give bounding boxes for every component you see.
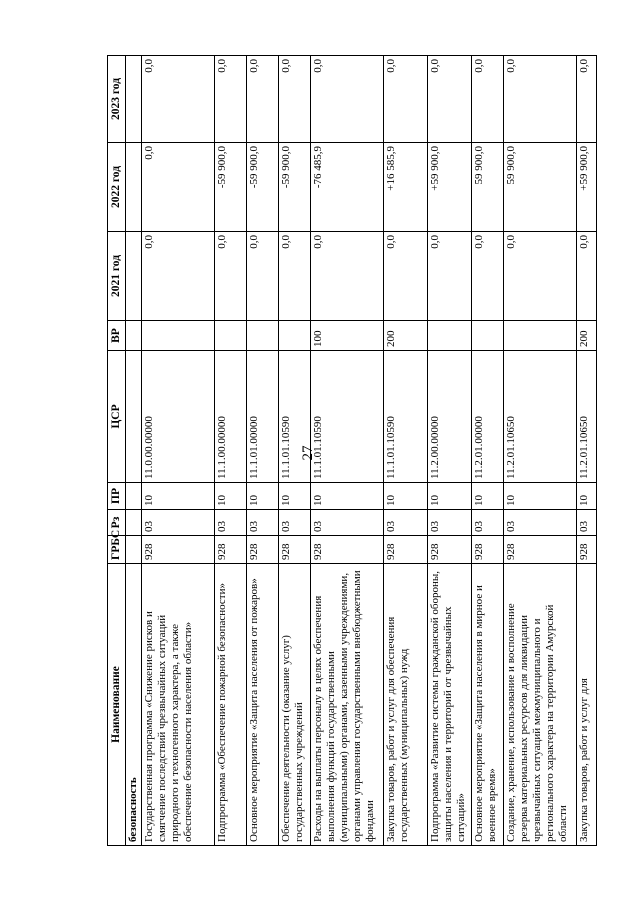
row-2022: +59 900,0 (576, 143, 596, 232)
row-name: Основное мероприятие «Защита населения в мирное и военное время» (471, 564, 503, 846)
budget-table (107, 55, 597, 846)
row-csr: 11.1.00.00000 (214, 351, 246, 483)
column-header: ГРБС (108, 536, 126, 564)
row-rz: 03 (141, 510, 214, 536)
row-grbs: 928 (214, 536, 246, 564)
row-name: Обеспечение деятельности (оказание услуг) государственных учреждений (278, 564, 310, 846)
row-grbs: 928 (278, 536, 310, 564)
column-header: 2023 год (108, 56, 126, 143)
row-pr: 10 (383, 483, 427, 510)
row-2022: -59 900,0 (278, 143, 310, 232)
row-2023: 0,0 (310, 56, 383, 143)
row-csr: 11.1.01.10590 (383, 351, 427, 483)
column-header: 2022 год (108, 143, 126, 232)
row-grbs: 928 (383, 536, 427, 564)
row-2023: 0,0 (427, 56, 471, 143)
row-2023: 0,0 (278, 56, 310, 143)
table-cell (126, 232, 142, 321)
row-grbs: 928 (427, 536, 471, 564)
row-rz: 03 (246, 510, 278, 536)
table-row (141, 56, 214, 846)
row-name: Подпрограмма «Обеспечение пожарной безопасности» (214, 564, 246, 846)
table-row (576, 56, 596, 846)
row-csr: 11.0.00.00000 (141, 351, 214, 483)
row-vr (246, 321, 278, 351)
row-vr: 200 (383, 321, 427, 351)
row-2021: 0,0 (246, 232, 278, 321)
row-pr: 10 (503, 483, 576, 510)
row-vr (141, 321, 214, 351)
row-csr: 11.1.01.00000 (246, 351, 278, 483)
row-2023: 0,0 (576, 56, 596, 143)
row-grbs: 928 (246, 536, 278, 564)
row-2022: -59 900,0 (246, 143, 278, 232)
column-header: Рз (108, 510, 126, 536)
row-rz: 03 (503, 510, 576, 536)
row-2021: 0,0 (576, 232, 596, 321)
row-rz: 03 (383, 510, 427, 536)
row-2023: 0,0 (471, 56, 503, 143)
row-csr: 11.2.00.00000 (427, 351, 471, 483)
column-header: ВР (108, 321, 126, 351)
row-2021: 0,0 (427, 232, 471, 321)
table-row (310, 56, 383, 846)
row-vr (214, 321, 246, 351)
row-pr: 10 (246, 483, 278, 510)
table-cell (126, 510, 142, 536)
table-cell (126, 56, 142, 143)
row-2022: +59 900,0 (427, 143, 471, 232)
row-name: Создание, хранение, использование и восполнение резерва материальных ресурсов для ликвидации чрезвычайных ситуаций межмуниципального и регионального характера на территории Амурской области (503, 564, 576, 846)
table-cell (126, 351, 142, 483)
table-cell (126, 143, 142, 232)
row-grbs: 928 (141, 536, 214, 564)
row-pr: 10 (278, 483, 310, 510)
row-vr (503, 321, 576, 351)
row-rz: 03 (471, 510, 503, 536)
row-rz: 03 (310, 510, 383, 536)
row-vr (471, 321, 503, 351)
row-2021: 0,0 (278, 232, 310, 321)
table-row (246, 56, 278, 846)
row-2022: 59 900,0 (471, 143, 503, 232)
row-2023: 0,0 (246, 56, 278, 143)
row-grbs: 928 (471, 536, 503, 564)
row-name: Закупка товаров, работ и услуг для обеспечения государственных (муниципальных) нужд (383, 564, 427, 846)
row-csr: 11.2.01.10650 (503, 351, 576, 483)
row-name: Закупка товаров, работ и услуг для (576, 564, 596, 846)
row-2023: 0,0 (214, 56, 246, 143)
row-pr: 10 (141, 483, 214, 510)
row-2021: 0,0 (214, 232, 246, 321)
column-header: ПР (108, 483, 126, 510)
row-pr: 10 (214, 483, 246, 510)
row-csr: 11.2.01.10650 (576, 351, 596, 483)
row-rz: 03 (427, 510, 471, 536)
table-row (503, 56, 576, 846)
rotated-table-container (107, 56, 590, 846)
row-vr (278, 321, 310, 351)
row-2022: +16 585,9 (383, 143, 427, 232)
table-row (383, 56, 427, 846)
row-csr: 11.1.01.10590 (310, 351, 383, 483)
row-vr: 100 (310, 321, 383, 351)
row-name: Расходы на выплаты персоналу в целях обеспечения выполнения функций государственными (муниципальными) органами, казенными учреждениями, органами управления государственными внебюджетными фондами (310, 564, 383, 846)
section-row (126, 56, 142, 846)
column-header: ЦСР (108, 351, 126, 483)
row-grbs: 928 (576, 536, 596, 564)
table-row (214, 56, 246, 846)
row-2021: 0,0 (383, 232, 427, 321)
row-2022: 59 900,0 (503, 143, 576, 232)
row-2021: 0,0 (141, 232, 214, 321)
row-2022: -76 485,9 (310, 143, 383, 232)
table-cell (126, 483, 142, 510)
row-grbs: 928 (310, 536, 383, 564)
row-rz: 03 (278, 510, 310, 536)
row-2022: 0,0 (141, 143, 214, 232)
row-rz: 03 (576, 510, 596, 536)
row-name: Основное мероприятие «Защита населения от пожаров» (246, 564, 278, 846)
table-cell (126, 321, 142, 351)
row-vr: 200 (576, 321, 596, 351)
table-row (278, 56, 310, 846)
row-name: Государственная программа «Снижение рисков и смягчение последствий чрезвычайных ситуаций природного и техногенного характера, а также обеспечение безопасности населения области» (141, 564, 214, 846)
row-csr: 11.1.01.10590 (278, 351, 310, 483)
table-header-row (108, 56, 126, 846)
row-rz: 03 (214, 510, 246, 536)
row-pr: 10 (310, 483, 383, 510)
row-grbs: 928 (503, 536, 576, 564)
row-pr: 10 (427, 483, 471, 510)
row-name: Подпрограмма «Развитие системы гражданской обороны, защиты населения и территорий от чрезвычайных ситуаций» (427, 564, 471, 846)
table-cell (126, 536, 142, 564)
row-2023: 0,0 (503, 56, 576, 143)
row-2023: 0,0 (383, 56, 427, 143)
row-2021: 0,0 (310, 232, 383, 321)
row-pr: 10 (576, 483, 596, 510)
row-vr (427, 321, 471, 351)
row-2021: 0,0 (503, 232, 576, 321)
table-row (427, 56, 471, 846)
column-header: Наименование (108, 564, 126, 846)
row-pr: 10 (471, 483, 503, 510)
row-2023: 0,0 (141, 56, 214, 143)
row-2022: -59 900,0 (214, 143, 246, 232)
section-label: безопасность (126, 564, 142, 846)
row-csr: 11.2.01.00000 (471, 351, 503, 483)
column-header: 2021 год (108, 232, 126, 321)
row-2021: 0,0 (471, 232, 503, 321)
table-row (471, 56, 503, 846)
page-number: 27 (300, 445, 316, 461)
